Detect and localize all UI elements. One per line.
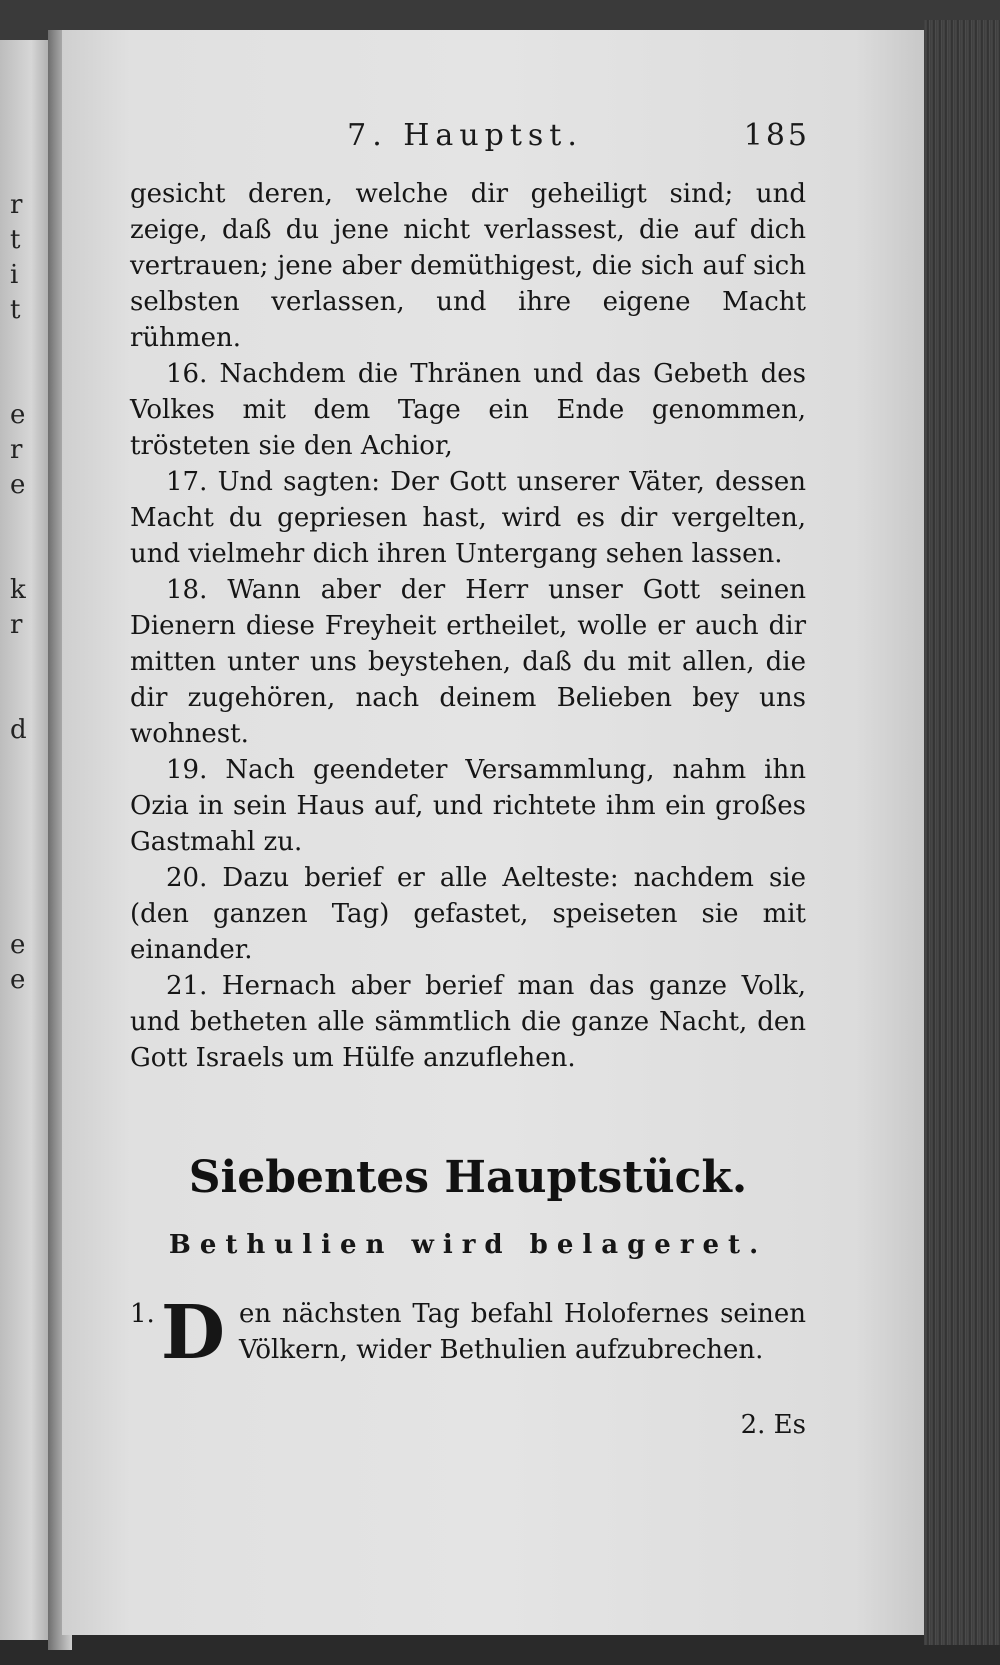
paragraph-continued: gesicht deren, welche dir geheiligt sind; und zeige, daß du jene nicht verlassest, die auf dich vertrauen; jene aber demüthigest, die sich auf sich selbsten verlassen, und ihre eigene Macht rühmen.	[130, 179, 806, 353]
left-page-fragment: t	[10, 225, 21, 255]
verse-1-text: en nächsten Tag befahl Holofernes seinen Völkern, wider Bethulien aufzubrechen.	[238, 1299, 806, 1365]
left-page-fragment: i	[10, 260, 19, 290]
verse-17: 17. Und sagten: Der Gott unserer Väter, dessen Macht du gepriesen hast, wird es dir vergelten, und vielmehr dich ihren Untergang sehen lassen.	[130, 467, 806, 569]
verse-1	[130, 1290, 806, 1376]
left-facing-page	[0, 40, 52, 1640]
verse-16: 16. Nachdem die Thränen und das Gebeth des Volkes mit dem Tage ein Ende genommen, trösteten sie den Achior,	[130, 359, 806, 461]
drop-cap: D	[160, 1290, 225, 1376]
left-page-fragment: e	[10, 400, 26, 430]
page-number: 185	[743, 118, 810, 153]
verse-19: 19. Nach geendeter Versammlung, nahm ihn Ozia in sein Haus auf, und richtete ihm ein großes Gastmahl zu.	[130, 755, 806, 857]
catchword: 2. Es	[740, 1410, 806, 1440]
running-head-title: 7. Hauptst.	[347, 118, 583, 153]
left-page-fragment: k	[10, 575, 26, 605]
page-block-edges	[924, 20, 1000, 1645]
left-page-fragment: r	[10, 435, 23, 465]
verse-21: 21. Hernach aber berief man das ganze Volk, und betheten alle sämmtlich die ganze Nacht, den Gott Israels um Hülfe anzuflehen.	[130, 971, 806, 1073]
verse-18: 18. Wann aber der Herr unser Gott seinen Dienern diese Freyheit ertheilet, wolle er auch dir mitten unter uns beystehen, daß du mit allen, die dir zugehören, nach deinem Belieben bey uns wohnest.	[130, 575, 806, 749]
left-page-fragment: e	[10, 930, 26, 960]
verse-20: 20. Dazu berief er alle Aelteste: nachdem sie (den ganzen Tag) gefastet, speiseten sie mit einander.	[130, 863, 806, 965]
left-page-fragment: r	[10, 190, 23, 220]
running-head	[120, 118, 810, 158]
left-page-fragment: d	[10, 715, 27, 745]
left-page-fragment: e	[10, 965, 26, 995]
left-page-fragment: t	[10, 295, 21, 325]
body-text	[130, 176, 806, 1076]
chapter-subtitle: Bethulien wird belageret.	[168, 1230, 768, 1260]
left-page-fragment: r	[10, 610, 23, 640]
verse-number: 1.	[130, 1299, 155, 1329]
chapter-heading: Siebentes Hauptstück.	[188, 1152, 748, 1203]
left-page-fragment: e	[10, 470, 26, 500]
